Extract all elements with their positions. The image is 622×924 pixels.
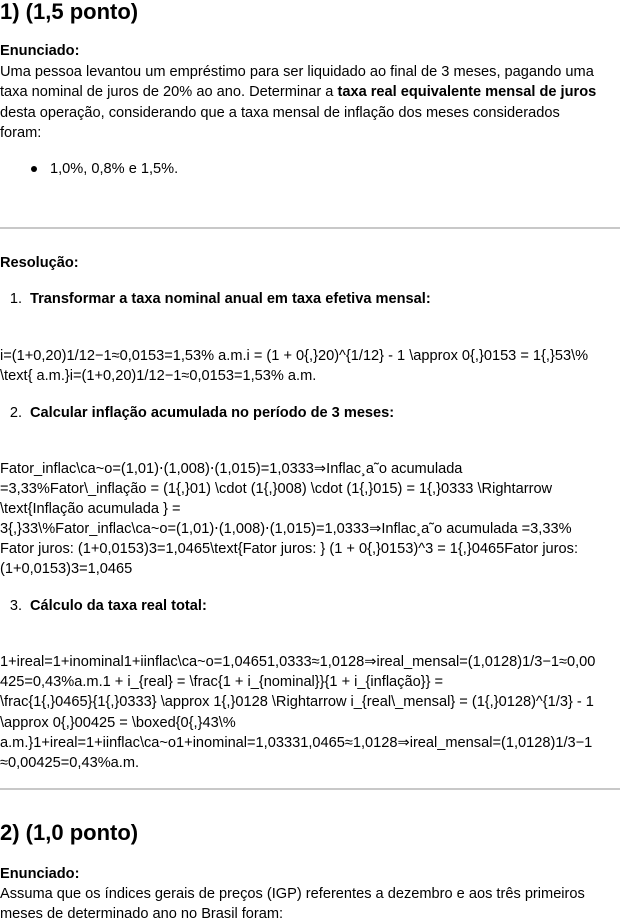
question-1-title: 1) (1,5 ponto) [0,0,139,24]
formula-line: =3,33%Fator\_inflação = (1{,}01) \cdot (1{,}008) \cdot (1{,}015) = 1{,}0333 \Rightarrow [0,481,553,497]
enunciado-line-2 [0,82,596,102]
formula-line: i=(1+0,20)1/12−1≈0,0153=1,53% a.m.i = (1 + 0{,}20)^{1/12} - 1 \approx 0{,}0153 = 1{,}53\% [0,348,589,364]
divider [0,227,620,229]
formula-line: \text{Inflação acumulada } = [0,501,181,517]
formula-line: a.m.}1+ireal=1+iinflac\ca~o1+inominal=1,03331,0465≈1,0128⇒ireal_mensal=(1,0128)1/3−1 [0,735,593,751]
step-2-heading [0,403,394,423]
bullet-item: 1,0%, 0,8% e 1,5%. [50,161,179,177]
formula-line: ≈0,00425=0,43%a.m. [0,755,140,771]
formula-line: 425=0,43%a.m.1 + i_{real} = \frac{1 + i_{nominal}}{1 + i_{inflação}} = [0,674,444,690]
enunciado-line-1: Uma pessoa levantou um empréstimo para ser liquidado ao final de 3 meses, pagando uma [0,64,594,80]
step-title: Cálculo da taxa real total: [30,598,207,614]
formula-line: \approx 0{,}00425 = \boxed{0{,}43\% [0,715,236,731]
enunciado-line-4: foram: [0,125,42,141]
formula-line: \text{ a.m.}i=(1+0,20)1/12−1≈0,0153=1,53% a.m. [0,368,317,384]
resolucao-label: Resolução: [0,255,79,271]
formula-line: 1+ireal=1+inominal1+iinflac\ca~o=1,04651,0333≈1,0128⇒ireal_mensal=(1,0128)1/3−1≈0,00 [0,654,596,670]
formula-line: Fator juros: (1+0,0153)3=1,0465\text{Fator juros: } (1 + 0{,}0153)^3 = 1{,}0465Fator juros: [0,541,578,557]
formula-line: 3{,}33\%Fator_inflac\ca~o=(1,01)⋅(1,008)⋅(1,015)=1,0333⇒Inflac¸a˜o acumulada =3,33% [0,521,572,537]
step-number: 1. [9,291,22,307]
enunciado-emphasis: taxa real equivalente mensal de juros [337,84,597,100]
bullet-dot [31,166,37,172]
enunciado-line-1: Assuma que os índices gerais de preços (IGP) referentes a dezembro e aos três primeiros [0,886,585,902]
enunciado-label: Enunciado: [0,43,80,59]
enunciado-label: Enunciado: [0,866,80,882]
enunciado-line-3: desta operação, considerando que a taxa mensal de inflação dos meses considerados [0,105,560,121]
step-number: 3. [9,598,22,614]
step-title: Calcular inflação acumulada no período de 3 meses: [30,405,395,421]
step-1-heading [0,289,431,309]
enunciado-text: taxa nominal de juros de 20% ao ano. Determinar a [0,84,338,100]
formula-line: (1+0,0153)3=1,0465 [0,561,133,577]
step-3-heading [0,596,207,616]
step-title: Transformar a taxa nominal anual em taxa efetiva mensal: [30,291,431,307]
step-number: 2. [9,405,22,421]
enunciado-line-2: meses de determinado ano no Brasil foram: [0,906,284,922]
divider [0,788,620,790]
formula-line: Fator_inflac\ca~o=(1,01)⋅(1,008)⋅(1,015)=1,0333⇒Inflac¸a˜o acumulada [0,461,463,477]
formula-line: \frac{1{,}0465}{1{,}0333} \approx 1{,}0128 \Rightarrow i_{real\_mensal} = (1{,}0128)^{1/3} - 1 [0,694,594,710]
question-2-title: 2) (1,0 ponto) [0,820,139,845]
